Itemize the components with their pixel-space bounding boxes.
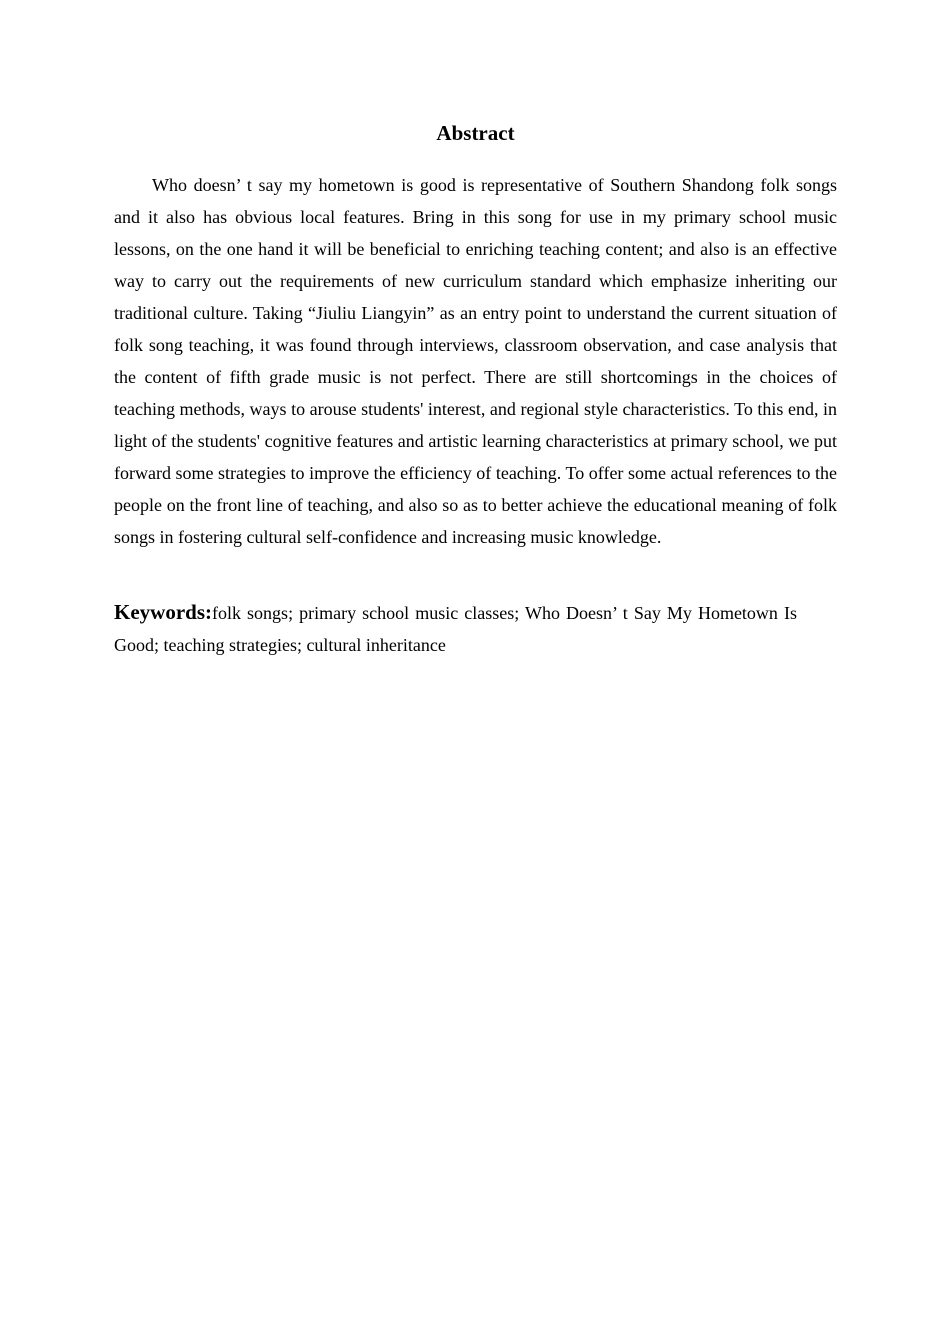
abstract-title: Abstract [436, 121, 515, 145]
abstract-body: Who doesn’ t say my hometown is good is representative of Southern Shandong folk songs and it also has obvious local features. Bring in this song for use in my primary school music lessons, on the one hand it will be beneficial to enriching teaching content; and also is an effective way to carry out the requirements of new curriculum standard which emphasize inheriting our traditional culture. Taking “Jiuliu Liangyin” as an entry point to understand the current situation of folk song teaching, it was found through interviews, classroom observation, and case analysis that the content of fifth grade music is not perfect. There are still shortcomings in the choices of teaching methods, ways to arouse students' interest, and regional style characteristics. To this end, in light of the students' cognitive features and artistic learning characteristics at primary school, we put forward some strategies to improve the efficiency of teaching. To offer some actual references to the people on the front line of teaching, and also so as to better achieve the educational meaning of folk songs in fostering cultural self-confidence and increasing music knowledge. [114, 175, 837, 547]
keywords-label: Keywords: [114, 600, 212, 624]
keywords-paragraph [114, 596, 797, 661]
keywords-text: folk songs; primary school music classes; Who Doesn’ t Say My Hometown Is Good; teaching strategies; cultural inheritance [114, 603, 797, 655]
